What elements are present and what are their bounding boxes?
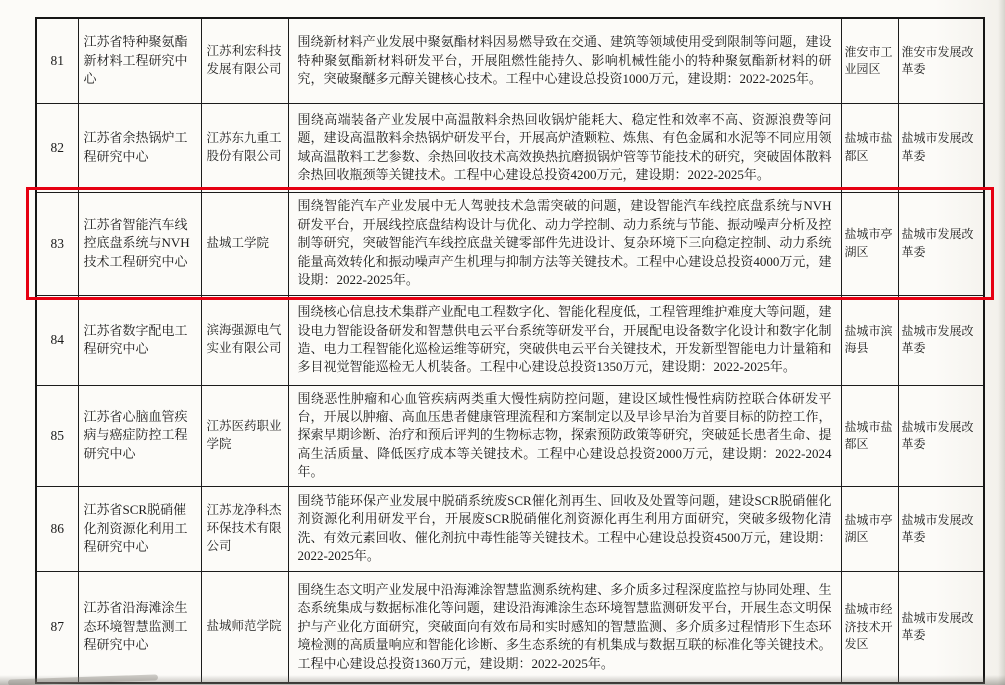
cell-authority: 淮安市发展改革委 (898, 18, 984, 103)
cell-no: 82 (36, 103, 78, 192)
table-row (36, 571, 984, 683)
cell-description: 围绕智能汽车产业发展中无人驾驶技术急需突破的问题，建设智能汽车线控底盘系统与NVH研发平台，开展线控底盘结构设计与优化、动力学控制、动力系统与节能、振动噪声分析及控制等研究，突破智能汽车线控底盘关键零部件先进设计、复杂环境下三向稳定控制、动力系统能量高效转化和振动噪声产生机理与抑制方法等关键技术。工程中心建设总投资4000万元，建设期：2022-2025年。 (288, 192, 841, 295)
cell-authority: 盐城市发展改革委 (898, 192, 984, 295)
cell-center-name: 江苏省心脑血管疾病与癌症防控工程研究中心 (78, 385, 201, 486)
cell-authority: 盐城市发展改革委 (898, 295, 984, 385)
cell-center-name: 江苏省数字配电工程研究中心 (78, 295, 201, 385)
cell-applicant: 江苏利宏科技发展有限公司 (201, 18, 288, 103)
cell-applicant: 江苏东九重工股份有限公司 (201, 103, 288, 192)
cell-no: 85 (36, 385, 78, 486)
cell-applicant: 江苏医药职业学院 (201, 385, 288, 486)
cell-applicant: 盐城工学院 (201, 192, 288, 295)
cell-no: 84 (36, 295, 78, 385)
cell-location: 盐城市盐都区 (841, 385, 898, 486)
table-row (36, 385, 984, 486)
cell-applicant: 江苏龙净科杰环保技术有限公司 (201, 486, 288, 571)
cell-center-name: 江苏省沿海滩涂生态环境智慧监测工程研究中心 (78, 571, 201, 683)
table-body (36, 18, 984, 683)
cell-authority: 盐城市发展改革委 (898, 486, 984, 571)
cell-no: 86 (36, 486, 78, 571)
cell-location: 盐城市滨海县 (841, 295, 898, 385)
table-row (36, 486, 984, 571)
cell-description: 围绕节能环保产业发展中脱硝系统废SCR催化剂再生、回收及处置等问题，建设SCR脱硝催化剂资源化利用研发平台，开展废SCR脱硝催化剂资源化再生利用方面研究，突破多级物化清洗、有效元素回收、催化剂抗中毒性能等关键技术。工程中心建设总投资4500万元，建设期：2022-2025年。 (288, 486, 841, 571)
cell-location: 盐城市盐都区 (841, 103, 898, 192)
cell-location: 盐城市亭湖区 (841, 192, 898, 295)
table-row (36, 192, 984, 295)
table-row (36, 103, 984, 192)
cell-description: 围绕核心信息技术集群产业配电工程数字化、智能化程度低，工程管理维护难度大等问题，建设电力智能设备研发和智慧供电云平台系统等研发平台，开展配电设备数字化设计和数字化制造、电力工程智能化巡检运维等研究，突破供电云平台关键技术，开发新型智能电力计量箱和多目视觉智能巡检无人机装备。工程中心建设总投资1350万元，建设期：2022-2025年。 (288, 295, 841, 385)
cell-center-name: 江苏省余热锅炉工程研究中心 (78, 103, 201, 192)
cell-authority: 盐城市发展改革委 (898, 385, 984, 486)
table (35, 17, 985, 684)
cell-authority: 盐城市发展改革委 (898, 571, 984, 683)
cell-center-name: 江苏省智能汽车线控底盘系统与NVH技术工程研究中心 (78, 192, 201, 295)
cell-location: 盐城市亭湖区 (841, 486, 898, 571)
cell-description: 围绕新材料产业发展中聚氨酯材料因易燃导致在交通、建筑等领域使用受到限制等问题，建设特种聚氨酯新材料研发平台，开展阻燃性能持久、影响机械性能小的特种聚氨酯新材料的研究，突破聚醚多元醇关键核心技术。工程中心建设总投资1000万元，建设期：2022-2025年。 (288, 18, 841, 103)
research-centers-table (35, 17, 983, 684)
cell-description: 围绕生态文明产业发展中沿海滩涂智慧监测系统构建、多介质多过程深度监控与协同处理、生态系统集成与数据标准化等问题，建设沿海滩涂生态环境智慧监测研发平台，开展生态文明保护与产业化方面研究，突破面向有效布局和实时感知的智慧监测、多介质多过程情形下生态环境检测的高质量响应和智能化诊断、多生态系统的有机集成与数据互联的标准化等关键技术。工程中心建设总投资1360万元，建设期：2022-2025年。 (288, 571, 841, 683)
cell-location: 盐城市经济技术开发区 (841, 571, 898, 683)
cell-no: 81 (36, 18, 78, 103)
cell-center-name: 江苏省特种聚氨酯新材料工程研究中心 (78, 18, 201, 103)
cell-description: 围绕高端装备产业发展中高温散料余热回收锅炉能耗大、稳定性和效率不高、资源浪费等问题，建设高温散料余热锅炉研发平台，开展高炉渣颗粒、炼焦、有色金属和水泥等不同应用领域高温散料工艺参数、余热回收技术高效换热抗磨损锅炉管等节能技术的研究，突破固体散料余热回收瓶颈等关键技术。工程中心建设总投资4200万元，建设期：2022-2025年。 (288, 103, 841, 192)
cell-center-name: 江苏省SCR脱硝催化剂资源化利用工程研究中心 (78, 486, 201, 571)
cell-description: 围绕恶性肿瘤和心血管疾病两类重大慢性病防控问题，建设区域性慢性病防控联合体研发平台，开展以肿瘤、高血压患者健康管理流程和方案制定以及早诊早治为首要目标的防控工作，探索早期诊断、治疗和预后评判的生物标志物，探索预防政策等研究，突破延长患者生命、提高生活质量、降低医疗成本等关键技术。工程中心建设总投资2000万元，建设期：2022-2024年。 (288, 385, 841, 486)
scan-artifact-right-edge (998, 0, 1005, 685)
cell-authority: 盐城市发展改革委 (898, 103, 984, 192)
table-row (36, 295, 984, 385)
scan-artifact-bottom-edge (0, 675, 1005, 685)
cell-applicant: 滨海强源电气实业有限公司 (201, 295, 288, 385)
cell-location: 淮安市工业园区 (841, 18, 898, 103)
table-row (36, 18, 984, 103)
cell-no: 83 (36, 192, 78, 295)
cell-applicant: 盐城师范学院 (201, 571, 288, 683)
cell-no: 87 (36, 571, 78, 683)
